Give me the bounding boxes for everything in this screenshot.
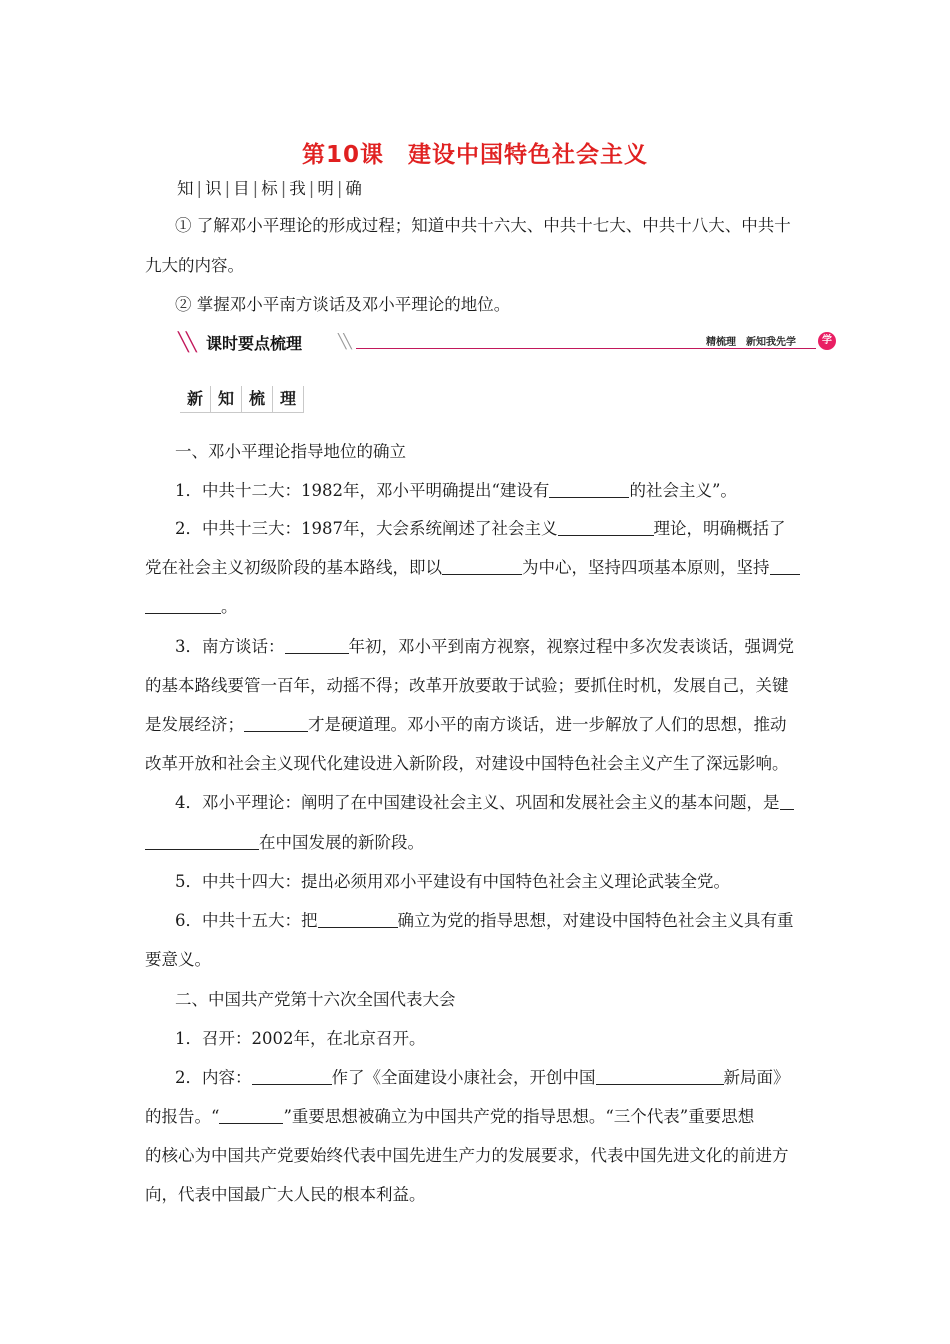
heading-char: 知: [177, 179, 194, 198]
part1-item-2-line-2: 党在社会主义初级阶段的基本路线，即以 为中心，坚持四项基本原则，坚持: [145, 557, 810, 579]
part2-item-2-line-2: 的报告。“ ”重要思想被确立为中国共产党的指导思想。“三个代表”重要思想: [145, 1107, 755, 1126]
fill-blank[interactable]: [770, 558, 800, 575]
objective-1-line-2: 九大的内容。: [145, 256, 244, 275]
part2-item-2-line-3: 的核心为中国共产党要始终代表中国先进生产力的发展要求，代表中国先进文化的前进方: [145, 1146, 789, 1165]
fill-blank[interactable]: [219, 1107, 283, 1124]
part2-item-2-line-1: 2．内容： 作了《全面建设小康社会，开创中国 新局面》: [175, 1068, 790, 1087]
heading-box: 新: [180, 386, 211, 413]
part2-item-2-line-4: 向，代表中国最广大人民的根本利益。: [145, 1185, 426, 1204]
part2-item-1: 1．召开：2002年，在北京召开。: [175, 1029, 426, 1048]
heading-char: 明: [317, 179, 334, 198]
part1-item-2-line-1: 2．中共十三大：1987年，大会系统阐述了社会主义 理论，明确概括了: [175, 519, 786, 538]
part1-item-4-line-2: 在中国发展的新阶段。: [145, 832, 810, 854]
part1-item-4-line-1: 4．邓小平理论：阐明了在中国建设社会主义、巩固和发展社会主义的基本问题，是: [175, 792, 810, 814]
fill-blank[interactable]: [558, 519, 654, 536]
heading-box: 知: [211, 386, 242, 413]
divider-slash-icon: ╲╲: [338, 334, 349, 350]
fill-blank[interactable]: [244, 715, 308, 732]
heading-box: 梳: [242, 386, 273, 413]
heading-char: 标: [261, 179, 278, 198]
section-bar: [178, 330, 838, 354]
new-knowledge-heading: [180, 386, 304, 414]
heading-char: 识: [205, 179, 222, 198]
objective-1-line-1: ① 了解邓小平理论的形成过程；知道中共十六大、中共十七大、中共十八大、中共十: [175, 216, 791, 235]
heading-box: 理: [273, 386, 304, 413]
fill-blank[interactable]: [596, 1068, 724, 1085]
part2-heading: 二、中国共产党第十六次全国代表大会: [175, 990, 456, 1009]
part1-item-3-line-4: 改革开放和社会主义现代化建设进入新阶段，对建设中国特色社会主义产生了深远影响。: [145, 754, 789, 773]
part1-item-1: 1．中共十二大：1982年，邓小平明确提出“建设有 的社会主义”。: [175, 481, 737, 500]
fill-blank[interactable]: [145, 833, 259, 850]
heading-char: 确: [345, 179, 362, 198]
part1-heading: 一、邓小平理论指导地位的确立: [175, 442, 406, 461]
objective-2: ② 掌握邓小平南方谈话及邓小平理论的地位。: [175, 295, 511, 314]
fill-blank[interactable]: [252, 1068, 332, 1085]
part1-item-3-line-1: 3．南方谈话： 年初，邓小平到南方视察，视察过程中多次发表谈话，强调党: [175, 637, 794, 656]
lesson-title: 第10课 建设中国特色社会主义: [301, 142, 648, 168]
part1-item-3-line-3: 是发展经济； 才是硬道理。邓小平的南方谈话，进一步解放了人们的思想，推动: [145, 715, 787, 734]
part1-item-2-line-3: 。: [145, 596, 810, 618]
heading-char: 我: [289, 179, 306, 198]
study-badge: 学: [818, 332, 836, 350]
section-rule: [356, 348, 816, 349]
part1-item-6-line-1: 6．中共十五大：把 确立为党的指导思想，对建设中国特色社会主义具有重: [175, 911, 794, 930]
fill-blank[interactable]: [145, 597, 221, 614]
part1-item-6-line-2: 要意义。: [145, 950, 211, 969]
fill-blank[interactable]: [780, 793, 794, 810]
fill-blank[interactable]: [285, 637, 349, 654]
slash-decoration-icon: ╲╲: [178, 332, 194, 353]
section-title: 课时要点梳理: [206, 334, 303, 353]
fill-blank[interactable]: [549, 481, 629, 498]
part1-item-3-line-2: 的基本路线要管一百年，动摇不得；改革开放要敢于试验；要抓住时机，发展自己，关键: [145, 676, 789, 695]
section-subtitle: 精梳理 新知我先学: [706, 337, 796, 348]
fill-blank[interactable]: [442, 558, 522, 575]
heading-char: 目: [233, 179, 250, 198]
fill-blank[interactable]: [318, 911, 398, 928]
objectives-heading: 知 | 识 | 目 | 标 | 我 | 明 | 确: [177, 179, 362, 198]
part1-item-5: 5．中共十四大：提出必须用邓小平建设有中国特色社会主义理论武装全党。: [175, 872, 730, 891]
